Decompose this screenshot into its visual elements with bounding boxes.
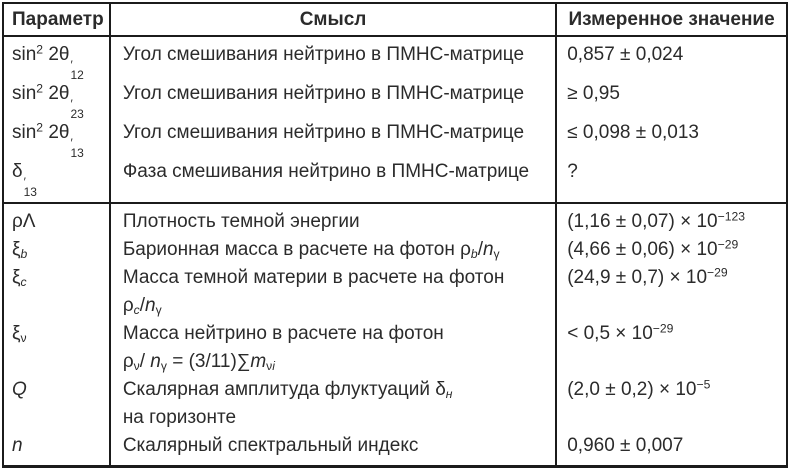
value-cell: 0,960 ± 0,007 [556, 432, 787, 467]
param-cell: n [3, 432, 110, 467]
param-cell: $\xi_c$ [3, 264, 110, 320]
param-cell: $\xi_b$ [3, 236, 110, 264]
meaning-cell: Масса нейтрино в расчете на фотон $\rho_\nu/$ $n_\gamma = (3/11)\sum m_{\nu i}$ [110, 320, 556, 376]
meaning-cell: Барионная масса в расчете на фотон $\rho_b/n_\gamma$ [110, 236, 556, 264]
header-measured-value: Измеренное значение [556, 3, 787, 36]
param-cell: δ ′ 13 [3, 158, 110, 203]
meaning-cell: Угол смешивания нейтрино в ПМНС-матрице [110, 36, 556, 80]
table-row [3, 236, 787, 264]
param-cell: $\sin^2 2\theta$ ′ 12 [3, 36, 110, 80]
param-cell: $\sin^2 2\theta$ ′ 13 [3, 119, 110, 158]
value-cell: ≤ 0,098 ± 0,013 [556, 119, 787, 158]
param-cell: $\xi_\nu$ [3, 320, 110, 376]
table-row [3, 264, 787, 320]
header-row [3, 3, 787, 36]
table-row [3, 432, 787, 467]
meaning-cell: Угол смешивания нейтрино в ПМНС-матрице [110, 119, 556, 158]
section-neutrino-mixing [3, 36, 787, 203]
value-cell: 0,857 ± 0,024 [556, 36, 787, 80]
value-cell: $(24,9 \pm 0,7) \times 10^{-29}$ [556, 264, 787, 320]
header-parameter: Параметр [3, 3, 110, 36]
table-row [3, 80, 787, 119]
meaning-cell: Фаза смешивания нейтрино в ПМНС-матрице [110, 158, 556, 203]
meaning-cell: Скалярная амплитуда флуктуаций $\delta_н$ на горизонте [110, 376, 556, 432]
param-cell: Q [3, 376, 110, 432]
param-cell: $\sin^2 2\theta$ ′ 23 [3, 80, 110, 119]
value-cell: $(4,66 \pm 0,06) \times 10^{-29}$ [556, 236, 787, 264]
meaning-cell: Угол смешивания нейтрино в ПМНС-матрице [110, 80, 556, 119]
table-row [3, 203, 787, 236]
value-cell: $(1,16 \pm 0,07) \times 10^{-123}$ [556, 203, 787, 236]
value-cell: ? [556, 158, 787, 203]
table-row [3, 36, 787, 80]
meaning-cell: Плотность темной энергии [110, 203, 556, 236]
meaning-cell: Масса темной материи в расчете на фотон $\rho_c/n_\gamma$ [110, 264, 556, 320]
table-row [3, 320, 787, 376]
table-row [3, 376, 787, 432]
section-cosmology [3, 203, 787, 467]
param-cell: ρΛ [3, 203, 110, 236]
value-cell: ≥ 0,95 [556, 80, 787, 119]
value-cell: $(2,0 \pm 0,2) \times 10^{-5}$ [556, 376, 787, 432]
header-meaning: Смысл [110, 3, 556, 36]
value-cell: < $0,5 \times 10^{-29}$ [556, 320, 787, 376]
table-row [3, 158, 787, 203]
meaning-cell: Скалярный спектральный индекс [110, 432, 556, 467]
parameters-table [2, 2, 788, 468]
table-row [3, 119, 787, 158]
